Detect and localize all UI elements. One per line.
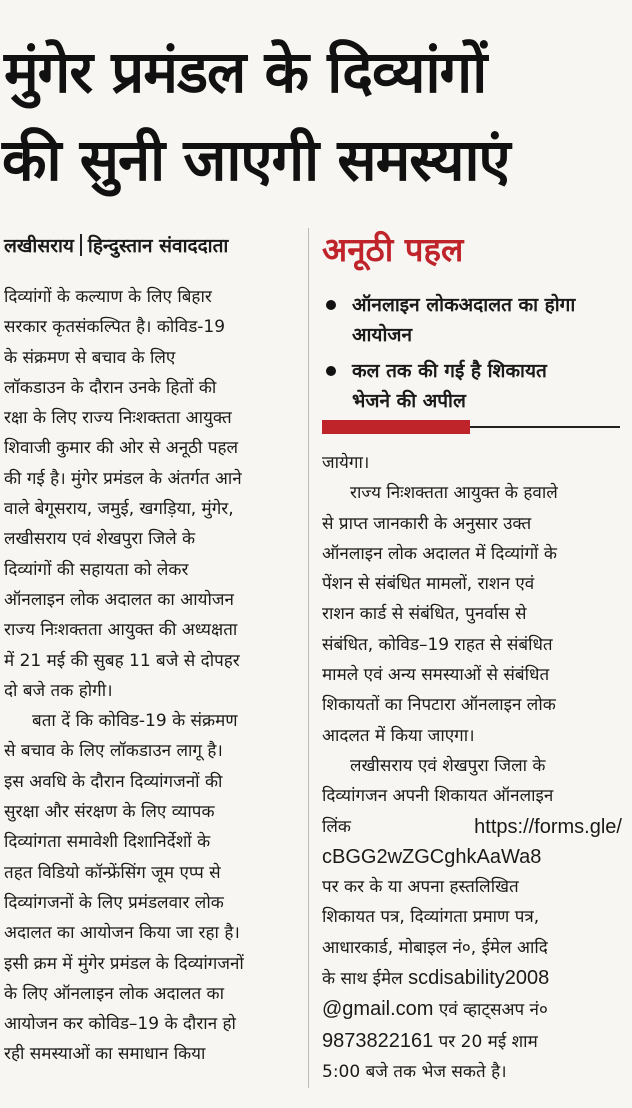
email-domain: @gmail.com: [322, 998, 434, 1021]
left-column-line: दिव्यांगों के कल्याण के लिए बिहार: [4, 287, 212, 307]
left-column-line: रही समस्याओं का समाधान किया: [4, 1044, 206, 1065]
left-column-line: लॉकडाउन के दौरान उनके हितों की: [4, 377, 217, 398]
right-para-3-line: आधारकार्ड, मोबाइल नं०, ईमेल आदि: [322, 937, 548, 958]
left-column-line: वाले बेगूसराय, जमुई, खगड़िया, मुंगेर,: [4, 499, 234, 520]
email-prefix: के साथ ईमेल: [322, 969, 409, 990]
left-column-line: के लिए ऑनलाइन लोक अदालत का: [4, 983, 225, 1004]
red-rule: [322, 420, 470, 434]
deadline-text: पर 20 मई शाम: [433, 1031, 538, 1052]
right-para-2-line: शिकायतों का निपटारा ऑनलाइन लोक: [322, 695, 556, 716]
email-user: scdisability2008: [408, 967, 550, 990]
link-url-part-1: https://forms.gle/: [474, 815, 622, 838]
right-para-3-line-1: लखीसराय एवं शेखपुरा जिला के: [350, 755, 546, 776]
left-column-line: इसी क्रम में मुंगेर प्रमंडल के दिव्यांगजनों: [4, 953, 244, 974]
right-para-2-line: आदलत में किया जाएगा।: [322, 725, 475, 746]
left-column-line: दिव्यांगों की सहायता को लेकर: [4, 559, 189, 580]
right-para-3-line-2: दिव्यांगजन अपनी शिकायत ऑनलाइन: [322, 786, 554, 807]
right-para-1-line: जायेगा।: [322, 453, 370, 473]
left-column-line: लखीसराय एवं शेखपुरा जिले के: [4, 529, 196, 550]
left-column-line: के संक्रमण से बचाव के लिए: [4, 347, 176, 368]
dark-rule: [470, 426, 620, 428]
bullet-dot-icon: [326, 300, 336, 310]
left-column-line: दो बजे तक होगी।: [4, 680, 113, 701]
left-column-line: शिवाजी कुमार की ओर से अनूठी पहल: [4, 438, 239, 459]
email-domain-line: [322, 994, 622, 1025]
left-column-line: में 21 मई की सुबह 11 बजे से दोपहर: [4, 650, 240, 671]
right-para-2: [322, 478, 622, 751]
left-column-line: रक्षा के लिए राज्य निःशक्तता आयुक्त: [4, 408, 232, 429]
right-para-3-line: शिकायत पत्र, दिव्यांगता प्रमाण पत्र,: [322, 907, 540, 928]
right-para-2-line: संबंधित, कोविड–19 राहत से संबंधित: [322, 634, 553, 655]
highlight-bullet-line: आयोजन: [352, 324, 413, 346]
headline-line-2: की सुनी जाएगी समस्याएं: [2, 126, 510, 194]
email-line: [322, 963, 622, 994]
right-para-2-line: पेंशन से संबंधित मामलों, राशन एवं: [322, 574, 535, 595]
byline: [4, 232, 314, 258]
right-para-2-line: राज्य निःशक्तता आयुक्त के हवाले: [350, 483, 558, 504]
left-column-line: से बचाव के लिए लॉकडाउन लागू है।: [4, 741, 223, 762]
left-column-line: दिव्यांगजनों के लिए प्रमंडलवार लोक: [4, 892, 224, 913]
left-column-line: राज्य निःशक्तता आयुक्त की अध्यक्षता: [4, 620, 238, 641]
right-para-3-line: पर कर के या अपना हस्तलिखित: [322, 877, 519, 898]
right-para-3-rest: [322, 872, 622, 963]
left-column-line: सरकार कृतसंकल्पित है। कोविड-19: [4, 317, 226, 338]
left-column-line: बता दें कि कोविड-19 के संक्रमण: [32, 711, 238, 732]
phone-line: [322, 1026, 622, 1057]
highlight-bullet: [322, 356, 622, 416]
left-column-line: सुरक्षा और संरक्षण के लिए व्यापक: [4, 802, 215, 823]
whatsapp-text: एवं व्हाट्सअप नं०: [433, 1000, 548, 1021]
column-divider: [308, 228, 309, 1088]
left-column-line: की गई है। मुंगेर प्रमंडल के अंतर्गत आने: [4, 468, 242, 489]
headline-line-1: मुंगेर प्रमंडल के दिव्यांगों: [4, 38, 487, 106]
right-para-2-line: मामले एवं अन्य समस्याओं से संबंधित: [322, 665, 550, 686]
left-column-line: इस अवधि के दौरान दिव्यांगजनों की: [4, 771, 223, 792]
byline-separator: [80, 234, 82, 256]
article-left-column: [4, 282, 298, 1102]
byline-source: हिन्दुस्तान संवाददाता: [87, 235, 229, 257]
link-url-part-2: cBGG2wZGCghkAaWa8: [322, 845, 542, 868]
highlight-bullet-line: कल तक की गई है शिकायत: [352, 360, 547, 382]
highlight-bullet: [322, 290, 622, 350]
left-column-line: दिव्यांगता समावेशी दिशानिर्देशों के: [4, 832, 211, 853]
right-para-2-line: ऑनलाइन लोक अदालत में दिव्यांगों के: [322, 543, 557, 564]
final-line: 5:00 बजे तक भेज सकते है।: [322, 1061, 507, 1082]
right-para-2-line: राशन कार्ड से संबंधित, पुनर्वास से: [322, 604, 527, 625]
byline-location: लखीसराय: [4, 235, 74, 257]
right-para-2-line: से प्राप्त जानकारी के अनुसार उक्त: [322, 513, 532, 534]
left-column-line: तहत विडियो कॉन्फ्रेंसिंग जूम एप्प से: [4, 862, 221, 883]
phone-number: 9873822161: [322, 1029, 434, 1052]
highlight-bullets: [322, 290, 622, 422]
left-column-line: आयोजन कर कोविड–19 के दौरान हो: [4, 1014, 236, 1035]
article-right-column: [322, 448, 622, 1098]
headline: [0, 28, 632, 204]
left-column-line: ऑनलाइन लोक अदालत का आयोजन: [4, 589, 234, 610]
highlight-bullet-line: ऑनलाइन लोकअदालत का होगा: [352, 294, 576, 316]
highlight-panel-title: अनूठी पहल: [322, 230, 464, 269]
link-label: लिंक: [322, 816, 351, 837]
bullet-dot-icon: [326, 366, 336, 376]
left-column-line: अदालत का आयोजन किया जा रहा है।: [4, 923, 240, 944]
link-line: [322, 812, 622, 842]
highlight-bullet-line: भेजने की अपील: [352, 390, 466, 412]
